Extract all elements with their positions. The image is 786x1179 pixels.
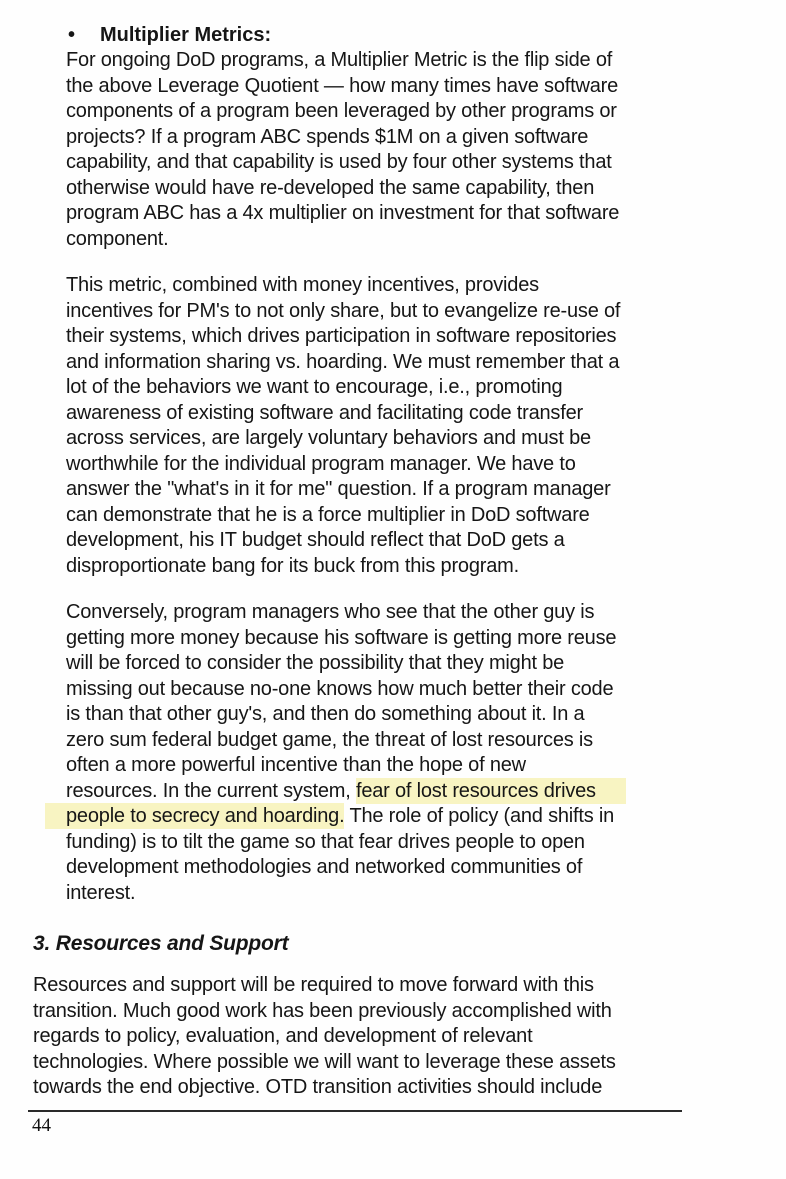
text-line [66,99,786,125]
text-segment: incentives for PM's to not only share, but to evangelize re-use of [66,299,621,322]
highlighted-text: people to secrecy and hoarding. [45,803,344,829]
text-segment: and information sharing vs. hoarding. We must remember that a [66,350,620,373]
text-line [66,324,786,350]
paragraph-conversely [66,600,786,906]
text-line [66,528,786,554]
bullet-icon: • [68,24,76,46]
bullet-list-item [68,22,786,48]
paragraph-resources-support [33,973,786,1101]
text-segment: transition. Much good work has been previously accomplished with [33,999,612,1022]
text-segment: can demonstrate that he is a force multiplier in DoD software [66,503,590,526]
text-segment: their systems, which drives participation in software repositories [66,325,617,347]
text-segment: development methodologies and networked communities of [66,856,583,878]
text-segment: across services, are largely voluntary behaviors and must be [66,427,591,449]
text-line [66,375,786,401]
text-segment: Resources and support will be required to move forward with this [33,974,594,996]
text-line [33,1050,786,1076]
text-line [66,227,786,253]
text-segment: worthwhile for the individual program manager. We have to [66,452,576,475]
text-segment: disproportionate bang for its buck from this program. [66,554,519,577]
text-segment: zero sum federal budget game, the threat of lost resources is [66,728,593,751]
text-line [66,452,786,478]
text-line [66,753,786,779]
text-segment: lot of the behaviors we want to encourage, i.e., promoting [66,376,563,398]
text-line [33,999,786,1025]
text-line [33,1024,786,1050]
text-line [66,677,786,703]
text-segment: components of a program been leveraged by other programs or [66,100,617,122]
text-line [66,125,786,151]
text-line [66,176,786,202]
text-line [66,600,786,626]
text-segment: often a more powerful incentive than the hope of new [66,754,526,776]
text-segment: missing out because no-one knows how much better their code [66,677,614,700]
text-line [66,779,786,805]
highlighted-text: fear of lost resources drives [356,778,626,804]
text-segment: This metric, combined with money incentives, provides [66,274,539,296]
text-line [66,554,786,580]
text-line [66,804,786,830]
text-segment: Conversely, program managers who see that the other guy is [66,601,595,623]
text-line [66,830,786,856]
text-segment: capability, and that capability is used by four other systems that [66,151,612,173]
text-segment: interest. [66,881,136,904]
text-line [66,401,786,427]
text-line [66,150,786,176]
text-line [33,1075,786,1101]
text-segment: development, his IT budget should reflect that DoD gets a [66,529,565,551]
text-segment: The role of policy (and shifts in [344,805,615,827]
text-segment: projects? If a program ABC spends $1M on a given software [66,125,589,148]
text-line [33,973,786,999]
section-heading-resources-and-support: 3. Resources and Support [33,932,289,955]
text-line [66,350,786,376]
text-line [66,881,786,907]
text-segment: For ongoing DoD programs, a Multiplier Metric is the flip side of [66,49,613,71]
text-line [66,201,786,227]
paragraph-multiplier-definition [66,48,786,252]
page-number: 44 [32,1114,51,1136]
bullet-item-title: Multiplier Metrics: [100,24,272,46]
text-line [66,503,786,529]
text-segment: is than that other guy's, and then do something about it. In a [66,703,585,725]
text-segment: resources. In the current system, [66,779,356,802]
footer-divider [28,1110,682,1112]
text-line [66,273,786,299]
text-segment: otherwise would have re-developed the same capability, then [66,176,595,199]
text-segment: program ABC has a 4x multiplier on investment for that software [66,202,620,224]
text-segment: answer the "what's in it for me" question. If a program manager [66,478,611,500]
paragraph-incentives [66,273,786,579]
text-segment: getting more money because his software is getting more reuse [66,626,617,649]
text-line [66,702,786,728]
text-segment: the above Leverage Quotient — how many times have software [66,74,619,97]
text-segment: regards to policy, evaluation, and development of relevant [33,1025,533,1047]
text-line [66,651,786,677]
text-line [66,855,786,881]
text-line [66,426,786,452]
text-line [66,74,786,100]
text-segment: awareness of existing software and facilitating code transfer [66,401,583,424]
text-line [66,48,786,74]
text-line [66,299,786,325]
text-segment: funding) is to tilt the game so that fear drives people to open [66,830,585,853]
text-line [66,477,786,503]
text-segment: component. [66,227,169,250]
text-line [66,626,786,652]
text-line [66,728,786,754]
text-segment: technologies. Where possible we will want to leverage these assets [33,1050,616,1073]
text-segment: towards the end objective. OTD transition activities should include [33,1076,603,1098]
text-segment: will be forced to consider the possibility that they might be [66,652,565,674]
